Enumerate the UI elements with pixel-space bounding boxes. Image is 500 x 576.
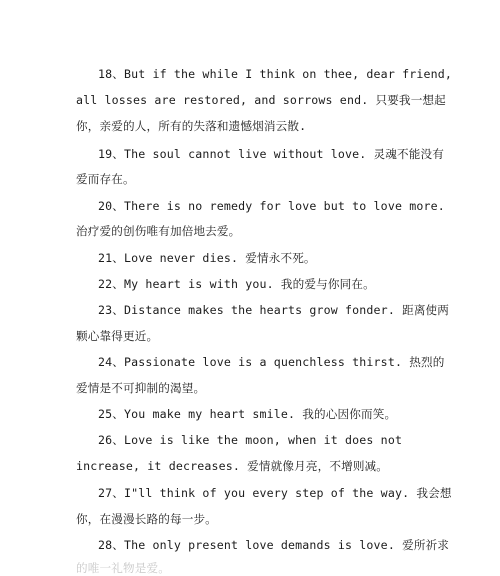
item-27-line-2: 你，在漫漫长路的每一步。 [76,512,217,526]
item-20-line-2: 治疗爱的创伤唯有加倍地去爱。 [76,224,241,238]
item-24-line-1: 24、Passionate love is a quenchless thirst. 热烈的 [98,355,445,369]
item-28-line-2: 的唯一礼物是爱。 [76,561,170,575]
item-19-line-1: 19、The soul cannot live without love. 灵魂不能没有 [98,147,445,161]
item-21-line: 21、Love never dies. 爱情永不死。 [98,251,316,265]
item-23-line-2: 颗心靠得更近。 [76,329,159,343]
item-22-line: 22、My heart is with you. 我的爱与你同在。 [98,277,375,291]
item-27-line-1: 27、I"ll think of you every step of the way. 我会想 [98,486,452,500]
item-26-line-1: 26、Love is like the moon, when it does not [98,433,403,447]
item-19-line-2: 爱而存在。 [76,172,135,186]
item-20-line-1: 20、There is no remedy for love but to love more. [98,199,445,213]
item-26-line-2: increase, it decreases. 爱情就像月亮，不增则减。 [76,459,389,473]
item-18-line-1: 18、But if the while I think on thee, dear friend, [98,67,452,81]
item-18-line-2: all losses are restored, and sorrows end. 只要我一想起 [76,93,446,107]
item-24-line-2: 爱情是不可抑制的渴望。 [76,381,206,395]
item-18-line-3: 你，亲爱的人，所有的失落和遗憾烟消云散. [76,119,307,133]
item-23-line-1: 23、Distance makes the hearts grow fonder. 距离使两 [98,303,450,317]
item-25-line: 25、You make my heart smile. 我的心因你而笑。 [98,407,397,421]
item-28-line-1: 28、The only present love demands is love. 爱所祈求 [98,538,450,552]
